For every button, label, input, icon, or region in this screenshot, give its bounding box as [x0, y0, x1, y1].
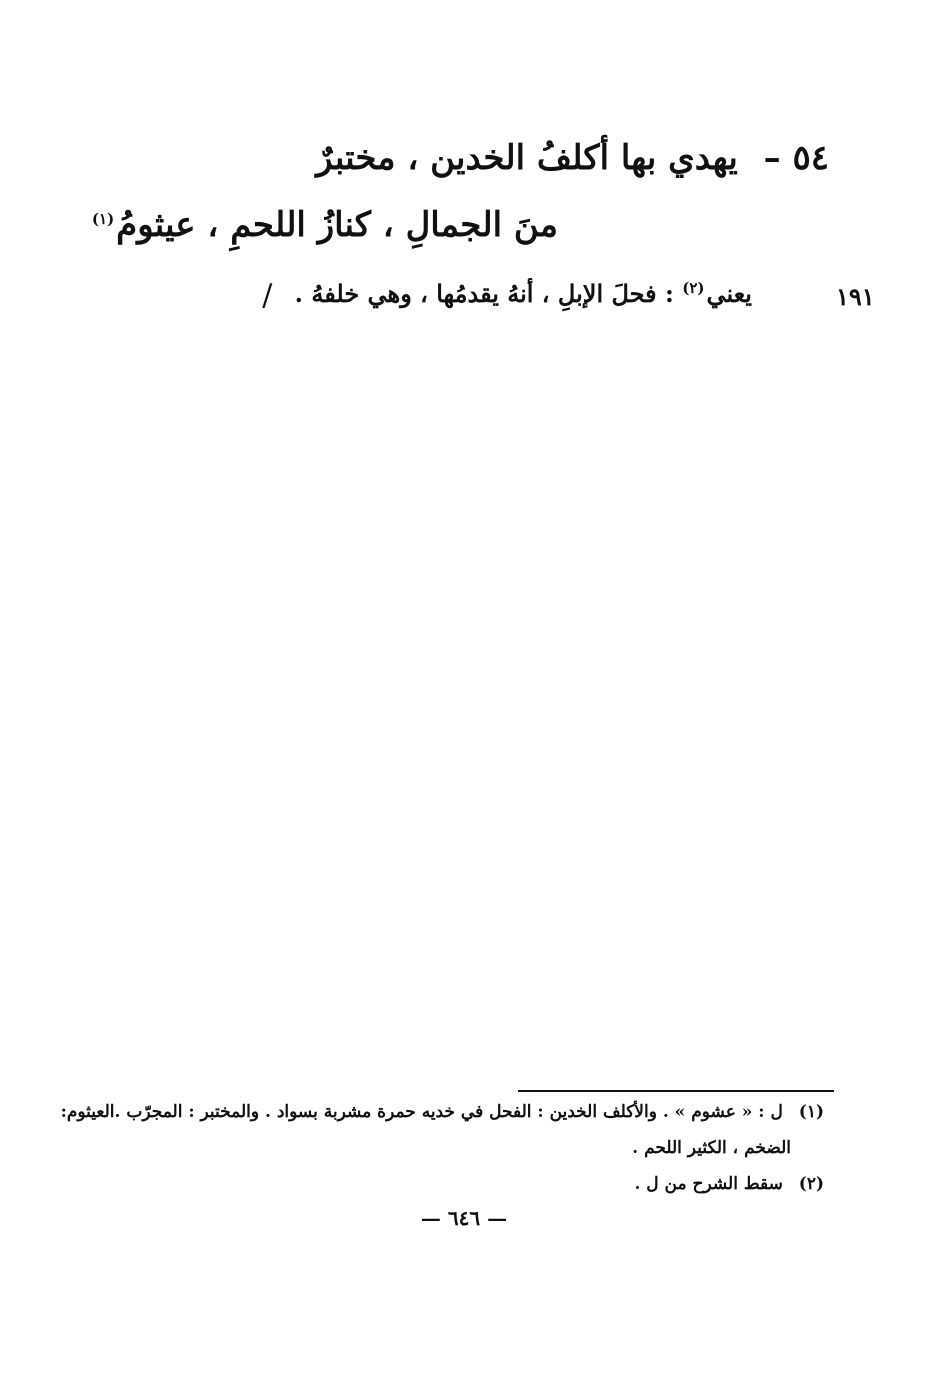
folio-break-mark: /: [262, 278, 273, 313]
verse-line-2: [92, 205, 558, 245]
footnote-2-text: سقط الشرح من ل .: [634, 1174, 783, 1194]
footnote-ref-2: (٢): [682, 279, 705, 297]
footnote-2: [634, 1174, 824, 1194]
commentary-line: [262, 278, 752, 313]
commentary-body: : فحلَ الإبلِ ، أنهُ يقدمُها ، وهي خلفهُ .: [294, 279, 674, 308]
footnote-divider: [518, 1090, 834, 1092]
margin-page-number: ١٩١: [836, 282, 875, 311]
verse-line-2-text: منَ الجمالِ ، كنازُ اللحمِ ، عيثومُ: [116, 205, 558, 245]
footnote-1-text: ل : « عشوم » . والأكلف الخدين : الفحل في خديه حمرة مشربة بسواد . والمختبر : المجرّب .العيثوم:: [60, 1102, 783, 1122]
verse-number: ٥٤ –: [763, 138, 829, 178]
footnote-ref-1: (١): [91, 209, 115, 228]
verse-line-1-text: يهدي بها أكلفُ الخدين ، مختبرٌ: [316, 138, 738, 178]
footnote-1: [61, 1102, 824, 1122]
commentary-lead: يعني: [706, 279, 752, 308]
page-number: — ٦٤٦ —: [420, 1206, 508, 1230]
footnote-1-mark: (١): [798, 1102, 824, 1122]
footnote-2-mark: (٢): [798, 1174, 824, 1194]
footnote-1-continuation: الضخم ، الكثير اللحم .: [632, 1138, 791, 1158]
verse-line-1: [316, 138, 829, 178]
